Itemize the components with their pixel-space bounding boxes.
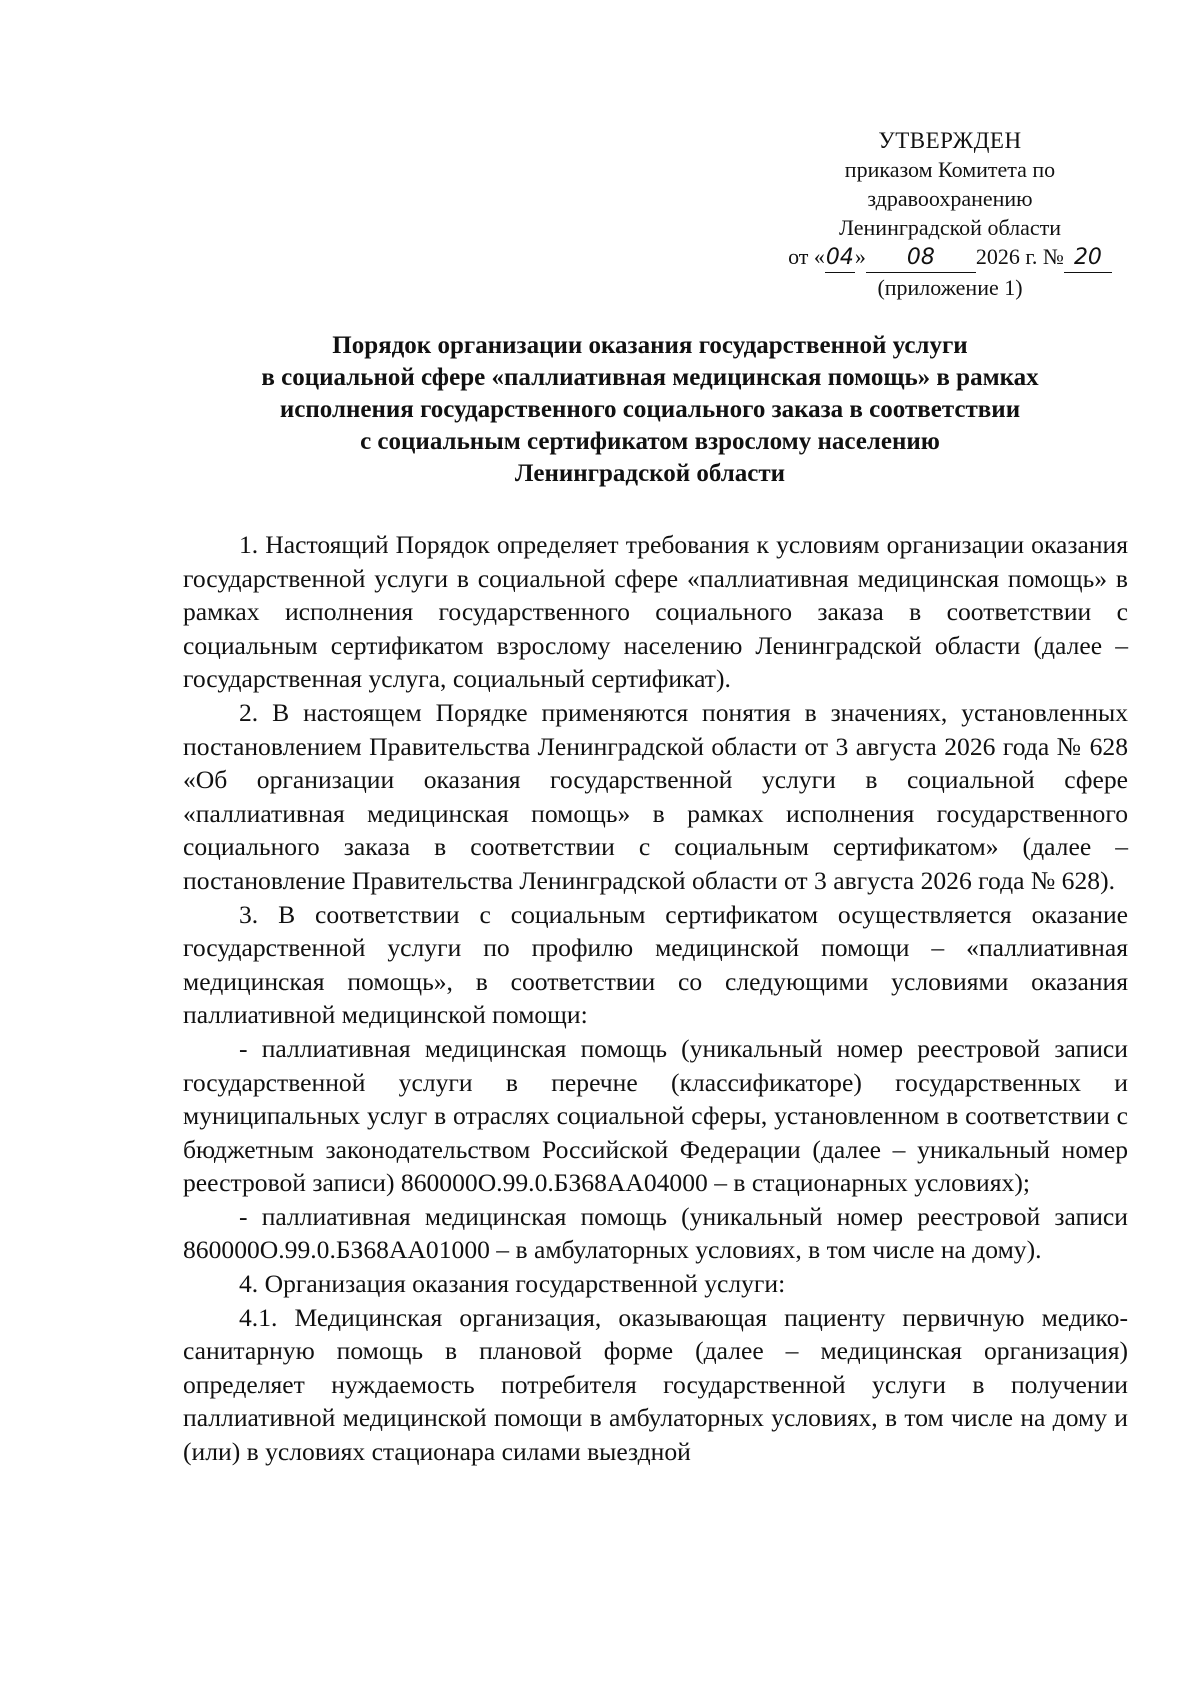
date-prefix: от « xyxy=(788,244,825,269)
handwritten-number: 20 xyxy=(1064,243,1112,273)
date-year: 2026 г. № xyxy=(975,244,1064,269)
list-item-stationary: - паллиативная медицинская помощь (уникальный номер реестровой записи государственной услуги в перечне (классификаторе) государственных и муниципальных услуг в отраслях социальной сферы, установленном в соответствии с бюджетным законодательством Российской Федерации (далее – уникальный номер реестровой записи) 860000О.99.0.БЗ68АА04000 – в стационарных условиях); xyxy=(183,1033,1128,1198)
title-line-1: Порядок организации оказания государственной услуги xyxy=(332,332,968,359)
document-title xyxy=(150,330,1150,490)
approval-line-3: Ленинградской области xyxy=(839,215,1061,240)
approval-attachment: (приложение 1) xyxy=(877,275,1023,300)
approval-date-line xyxy=(760,242,1140,273)
date-mid: » xyxy=(854,244,866,269)
approval-line-2: здравоохранению xyxy=(867,186,1033,211)
paragraph-4: 4. Организация оказания государственной услуги: xyxy=(239,1269,786,1299)
approval-heading: УТВЕРЖДЕН xyxy=(878,128,1022,153)
approval-line-1: приказом Комитета по xyxy=(844,157,1056,182)
paragraph-2: 2. В настоящем Порядке применяются понятия в значениях, установленных постановлением Правительства Ленинградской области от 3 августа 2026 года № 628 «Об организации оказания государственной услуги в социальной сфере «паллиативная медицинская помощь» в рамках исполнения государственного социального заказа в соответствии с социальным сертификатом» (далее – постановление Правительства Ленинградской области от 3 августа 2026 года № 628). xyxy=(183,697,1128,895)
title-line-4: с социальным сертификатом взрослому населению xyxy=(360,428,940,455)
list-item-ambulatory: - паллиативная медицинская помощь (уникальный номер реестровой записи 860000О.99.0.БЗ68АА01000 – в амбулаторных условиях, в том числе на дому). xyxy=(183,1201,1128,1265)
approval-stamp-block xyxy=(760,126,1140,302)
paragraph-3: 3. В соответствии с социальным сертификатом осуществляется оказание государственной услуги по профилю медицинской помощи – «паллиативная медицинская помощь», в соответствии со следующими условиями оказания паллиативной медицинской помощи: xyxy=(183,899,1128,1030)
title-line-2: в социальной сфере «паллиативная медицинская помощь» в рамках xyxy=(261,364,1039,391)
handwritten-day: 04 xyxy=(825,243,855,273)
title-line-3: исполнения государственного социального заказа в соответствии xyxy=(279,396,1021,423)
handwritten-month: 08 xyxy=(866,243,976,273)
document-body xyxy=(183,528,1128,1469)
paragraph-4-1: 4.1. Медицинская организация, оказывающая пациенту первичную медико-санитарную помощь в плановой форме (далее – медицинская организация) определяет нуждаемость потребителя государственной услуги в получении паллиативной медицинской помощи в амбулаторных условиях, в том числе на дому и (или) в условиях стационара силами выездной xyxy=(183,1302,1128,1467)
title-line-5: Ленинградской области xyxy=(514,460,786,487)
paragraph-1: 1. Настоящий Порядок определяет требования к условиям организации оказания государственной услуги в социальной сфере «паллиативная медицинская помощь» в рамках исполнения государственного социального заказа в соответствии с социальным сертификатом взрослому населению Ленинградской области (далее – государственная услуга, социальный сертификат). xyxy=(183,530,1128,694)
